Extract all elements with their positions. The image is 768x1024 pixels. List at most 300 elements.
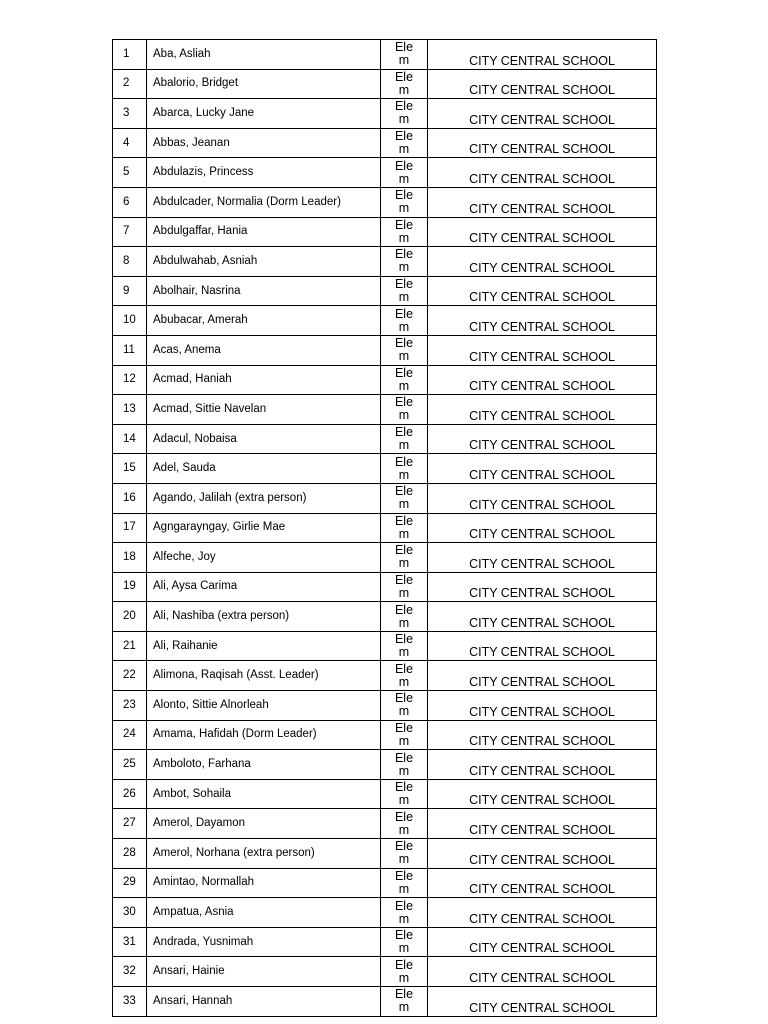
school-name [428,483,657,513]
student-name-text: Acas, Anema [153,343,221,356]
student-name-text: Acmad, Sittie Navelan [153,402,267,415]
grade-level-line-2: m [398,349,410,364]
student-name [147,40,381,70]
grade-level [381,335,428,365]
grade-level-line-1: Ele [394,69,414,84]
school-name-text: CITY CENTRAL SCHOOL [469,615,615,630]
student-name [147,691,381,721]
school-name [428,898,657,928]
row-number [113,335,147,365]
grade-level-line-1: Ele [394,336,414,351]
school-name [428,276,657,306]
student-name-text: Abalorio, Bridget [153,77,239,90]
student-name [147,543,381,573]
grade-level-line-2: m [398,319,410,334]
table-row [113,572,657,602]
table-row [113,987,657,1017]
student-name [147,661,381,691]
student-name-text: Aba, Asliah [153,47,211,60]
row-number-text: 8 [123,254,130,267]
grade-level [381,839,428,869]
table-row [113,158,657,188]
row-number [113,779,147,809]
student-name [147,483,381,513]
grade-level-line-1: Ele [394,602,414,617]
row-number [113,750,147,780]
school-name-text: CITY CENTRAL SCHOOL [469,704,615,719]
grade-level-line-2: m [398,526,410,541]
grade-level-line-2: m [398,201,410,216]
school-name-text: CITY CENTRAL SCHOOL [469,290,615,305]
row-number-text: 6 [123,195,130,208]
student-name [147,454,381,484]
table-row [113,40,657,70]
school-name-text: CITY CENTRAL SCHOOL [469,142,615,157]
grade-level [381,513,428,543]
student-name-text: Alonto, Sittie Alnorleah [153,698,269,711]
table-row [113,839,657,869]
student-name [147,839,381,869]
grade-level-line-2: m [398,171,410,186]
grade-level-line-2: m [398,704,410,719]
table-row [113,424,657,454]
student-name-text: Amama, Hafidah (Dorm Leader) [153,728,317,741]
grade-level-line-2: m [398,733,410,748]
grade-level [381,276,428,306]
grade-level-line-2: m [398,230,410,245]
table-row [113,779,657,809]
grade-level-line-2: m [398,852,410,867]
student-name [147,424,381,454]
row-number-text: 19 [123,580,136,593]
student-name [147,631,381,661]
row-number [113,128,147,158]
row-number-text: 3 [123,106,130,119]
school-name [428,572,657,602]
student-name [147,187,381,217]
grade-level [381,957,428,987]
table-row [113,543,657,573]
school-name [428,335,657,365]
table-row [113,128,657,158]
grade-level [381,424,428,454]
school-name-text: CITY CENTRAL SCHOOL [469,1000,615,1015]
grade-level-line-1: Ele [394,454,414,469]
grade-level-line-1: Ele [394,957,414,972]
school-name-text: CITY CENTRAL SCHOOL [469,586,615,601]
school-name [428,720,657,750]
table-row [113,809,657,839]
row-number [113,661,147,691]
grade-level [381,987,428,1017]
school-name [428,868,657,898]
school-name-text: CITY CENTRAL SCHOOL [469,201,615,216]
school-name-text: CITY CENTRAL SCHOOL [469,852,615,867]
row-number-text: 17 [123,521,136,534]
school-name-text: CITY CENTRAL SCHOOL [469,763,615,778]
student-name-text: Abdulazis, Princess [153,166,254,179]
table-row [113,99,657,129]
school-name-text: CITY CENTRAL SCHOOL [469,645,615,660]
row-number-text: 2 [123,77,130,90]
student-name-text: Alimona, Raqisah (Asst. Leader) [153,669,319,682]
grade-level-line-1: Ele [394,247,414,262]
student-name-text: Abubacar, Amerah [153,314,248,327]
grade-level [381,543,428,573]
grade-level-line-2: m [398,82,410,97]
grade-level-line-2: m [398,497,410,512]
grade-level [381,631,428,661]
grade-level-line-1: Ele [394,987,414,1002]
school-name-text: CITY CENTRAL SCHOOL [469,911,615,926]
grade-level-line-2: m [398,763,410,778]
student-name [147,868,381,898]
grade-level-line-2: m [398,793,410,808]
grade-level [381,395,428,425]
student-name-text: Amerol, Dayamon [153,817,246,830]
grade-level [381,40,428,70]
row-number [113,691,147,721]
school-name [428,927,657,957]
school-name [428,691,657,721]
row-number-text: 10 [123,314,136,327]
student-name [147,365,381,395]
grade-level [381,750,428,780]
school-name [428,69,657,99]
row-number [113,868,147,898]
student-name [147,335,381,365]
grade-level-line-1: Ele [394,40,414,55]
row-number-text: 27 [123,817,136,830]
school-name-text: CITY CENTRAL SCHOOL [469,734,615,749]
row-number [113,424,147,454]
student-name-text: Ali, Aysa Carima [153,580,238,593]
row-number-text: 4 [123,136,130,149]
grade-level-line-1: Ele [394,572,414,587]
school-name [428,543,657,573]
grade-level [381,365,428,395]
grade-level-line-2: m [398,911,410,926]
school-name [428,217,657,247]
school-name [428,839,657,869]
school-name-text: CITY CENTRAL SCHOOL [469,556,615,571]
school-name [428,128,657,158]
student-name-text: Ali, Raihanie [153,639,218,652]
grade-level-line-2: m [398,556,410,571]
student-name [147,957,381,987]
row-number [113,395,147,425]
row-number [113,987,147,1017]
student-name-text: Ansari, Hannah [153,994,233,1007]
table-row [113,217,657,247]
school-name-text: CITY CENTRAL SCHOOL [469,823,615,838]
grade-level-line-2: m [398,674,410,689]
school-name-text: CITY CENTRAL SCHOOL [469,497,615,512]
student-name [147,99,381,129]
school-name-text: CITY CENTRAL SCHOOL [469,882,615,897]
grade-level [381,898,428,928]
row-number-text: 31 [123,935,136,948]
grade-level-line-1: Ele [394,543,414,558]
school-name [428,513,657,543]
student-name-text: Abolhair, Nasrina [153,284,241,297]
grade-level-line-1: Ele [394,868,414,883]
school-name-text: CITY CENTRAL SCHOOL [469,527,615,542]
table-row [113,661,657,691]
row-number-text: 5 [123,166,130,179]
student-name [147,898,381,928]
grade-level [381,868,428,898]
grade-level [381,247,428,277]
grade-level [381,720,428,750]
student-name [147,602,381,632]
grade-level-line-2: m [398,378,410,393]
school-name-text: CITY CENTRAL SCHOOL [469,438,615,453]
row-number-text: 1 [123,47,130,60]
student-name-text: Adel, Sauda [153,462,216,475]
grade-level-line-1: Ele [394,188,414,203]
school-name [428,187,657,217]
grade-level-line-2: m [398,467,410,482]
grade-level-line-2: m [398,438,410,453]
school-name-text: CITY CENTRAL SCHOOL [469,675,615,690]
table-row [113,513,657,543]
student-name [147,158,381,188]
grade-level [381,99,428,129]
school-name [428,631,657,661]
school-name-text: CITY CENTRAL SCHOOL [469,53,615,68]
grade-level [381,779,428,809]
grade-level [381,483,428,513]
row-number [113,898,147,928]
student-name-text: Abarca, Lucky Jane [153,106,255,119]
grade-level-line-2: m [398,142,410,157]
row-number [113,454,147,484]
student-name-text: Abdulcader, Normalia (Dorm Leader) [153,195,341,208]
table-row [113,306,657,336]
grade-level-line-2: m [398,970,410,985]
row-number-text: 16 [123,491,136,504]
grade-level-line-2: m [398,290,410,305]
school-name-text: CITY CENTRAL SCHOOL [469,379,615,394]
grade-level [381,454,428,484]
student-name-text: Amerol, Norhana (extra person) [153,846,315,859]
school-name [428,957,657,987]
table-row [113,868,657,898]
school-name [428,987,657,1017]
row-number [113,543,147,573]
row-number-text: 23 [123,698,136,711]
grade-level [381,809,428,839]
student-name-text: Ali, Nashiba (extra person) [153,610,290,623]
row-number-text: 18 [123,550,136,563]
grade-level-line-1: Ele [394,513,414,528]
grade-level-line-1: Ele [394,898,414,913]
row-number-text: 14 [123,432,136,445]
school-name-text: CITY CENTRAL SCHOOL [469,349,615,364]
student-name [147,395,381,425]
grade-level [381,187,428,217]
row-number-text: 24 [123,728,136,741]
student-name-text: Andrada, Yusnimah [153,935,254,948]
grade-level-line-1: Ele [394,395,414,410]
student-name [147,247,381,277]
table-row [113,247,657,277]
grade-level-line-2: m [398,822,410,837]
student-name [147,128,381,158]
row-number-text: 22 [123,669,136,682]
student-name [147,809,381,839]
student-name-text: Amintao, Normallah [153,876,254,889]
row-number-text: 33 [123,994,136,1007]
school-name-text: CITY CENTRAL SCHOOL [469,941,615,956]
table-row [113,720,657,750]
grade-level-line-2: m [398,881,410,896]
school-name [428,779,657,809]
student-name [147,927,381,957]
grade-level-line-1: Ele [394,750,414,765]
row-number-text: 28 [123,846,136,859]
row-number [113,572,147,602]
grade-level [381,927,428,957]
grade-level-line-1: Ele [394,839,414,854]
school-name [428,158,657,188]
table-row [113,602,657,632]
row-number-text: 7 [123,225,130,238]
student-name-text: Alfeche, Joy [153,550,216,563]
table-row [113,365,657,395]
row-number [113,217,147,247]
row-number [113,483,147,513]
row-number [113,247,147,277]
grade-level-line-2: m [398,260,410,275]
school-name-text: CITY CENTRAL SCHOOL [469,319,615,334]
school-name [428,40,657,70]
row-number-text: 32 [123,965,136,978]
grade-level-line-1: Ele [394,780,414,795]
grade-level-line-2: m [398,615,410,630]
table-row [113,276,657,306]
row-number-text: 11 [123,343,135,356]
grade-level-line-1: Ele [394,129,414,144]
school-name [428,809,657,839]
school-name [428,365,657,395]
school-name-text: CITY CENTRAL SCHOOL [469,83,615,98]
school-name-text: CITY CENTRAL SCHOOL [469,231,615,246]
school-name [428,395,657,425]
row-number-text: 13 [123,402,136,415]
school-name [428,424,657,454]
school-name-text: CITY CENTRAL SCHOOL [469,112,615,127]
table-row [113,691,657,721]
table-row [113,927,657,957]
student-name-text: Amboloto, Farhana [153,758,251,771]
table-row [113,454,657,484]
student-name [147,572,381,602]
table-row [113,69,657,99]
grade-level-line-1: Ele [394,928,414,943]
table-row [113,483,657,513]
grade-level-line-2: m [398,645,410,660]
student-name [147,987,381,1017]
student-name-text: Abbas, Jeanan [153,136,230,149]
student-name-text: Agando, Jalilah (extra person) [153,491,307,504]
grade-level-line-1: Ele [394,365,414,380]
school-name [428,247,657,277]
grade-level-line-1: Ele [394,632,414,647]
row-number [113,720,147,750]
row-number [113,839,147,869]
grade-level-line-2: m [398,53,410,68]
student-name [147,720,381,750]
student-name [147,513,381,543]
grade-level [381,691,428,721]
row-number-text: 9 [123,284,130,297]
row-number [113,158,147,188]
school-name [428,99,657,129]
table-row [113,898,657,928]
student-name [147,750,381,780]
grade-level-line-2: m [398,112,410,127]
school-name-text: CITY CENTRAL SCHOOL [469,260,615,275]
roster-body [113,40,657,1017]
grade-level-line-1: Ele [394,277,414,292]
grade-level-line-1: Ele [394,484,414,499]
school-name [428,306,657,336]
grade-level [381,306,428,336]
student-name-text: Abdulwahab, Asniah [153,254,258,267]
school-name-text: CITY CENTRAL SCHOOL [469,467,615,482]
table-row [113,957,657,987]
row-number-text: 15 [123,462,136,475]
roster-table [112,39,657,1017]
grade-level [381,158,428,188]
grade-level-line-1: Ele [394,720,414,735]
row-number [113,602,147,632]
row-number [113,187,147,217]
student-name-text: Acmad, Haniah [153,373,232,386]
school-name [428,750,657,780]
row-number [113,809,147,839]
school-name [428,602,657,632]
table-row [113,335,657,365]
row-number [113,276,147,306]
student-name-text: Abdulgaffar, Hania [153,225,248,238]
row-number [113,513,147,543]
table-row [113,187,657,217]
student-name-text: Ambot, Sohaila [153,787,231,800]
grade-level [381,128,428,158]
student-name-text: Adacul, Nobaisa [153,432,237,445]
row-number [113,927,147,957]
school-name-text: CITY CENTRAL SCHOOL [469,793,615,808]
grade-level-line-2: m [398,585,410,600]
student-name [147,276,381,306]
grade-level-line-1: Ele [394,306,414,321]
student-name [147,69,381,99]
grade-level-line-1: Ele [394,158,414,173]
row-number [113,69,147,99]
grade-level-line-2: m [398,1000,410,1015]
row-number-text: 12 [123,373,136,386]
student-name-text: Ansari, Hainie [153,965,225,978]
grade-level-line-1: Ele [394,217,414,232]
grade-level [381,572,428,602]
grade-level-line-1: Ele [394,809,414,824]
grade-level-line-1: Ele [394,661,414,676]
grade-level [381,217,428,247]
grade-level-line-1: Ele [394,99,414,114]
